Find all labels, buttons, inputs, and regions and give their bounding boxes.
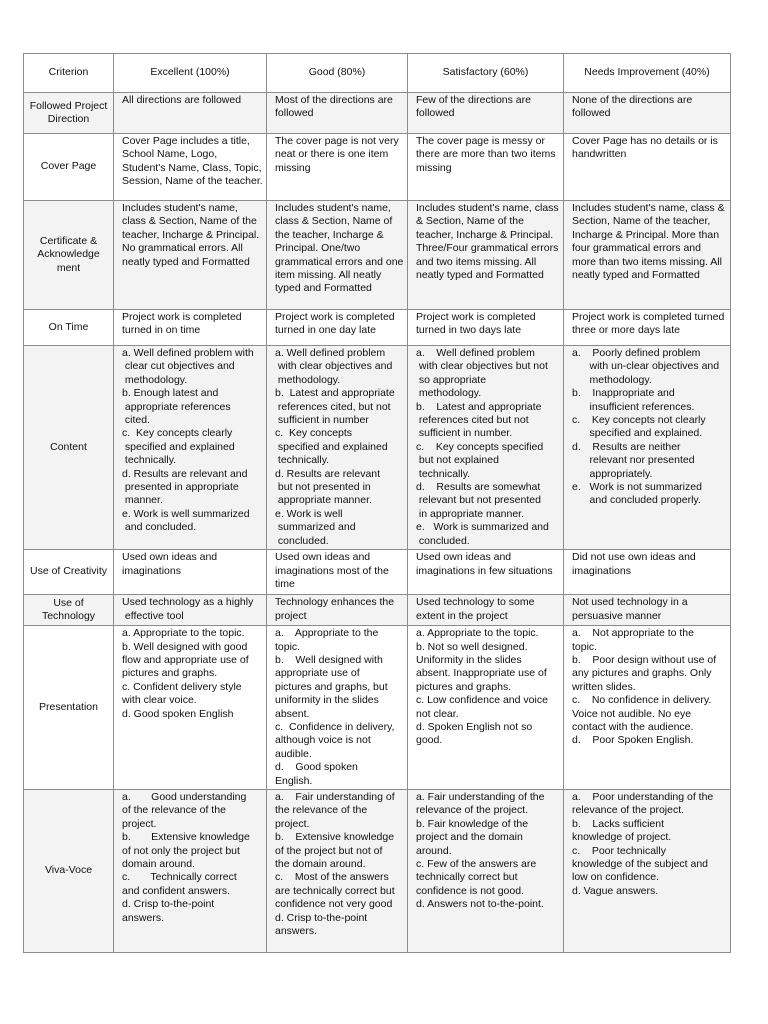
content-satisfactory-line: so appropriate bbox=[416, 373, 487, 386]
good-cell: Technology enhances the project bbox=[267, 595, 408, 626]
vivavoce-satisfactory-line: relevance of the project. bbox=[416, 804, 529, 817]
row-followed-project-direction bbox=[24, 93, 731, 134]
content-satisfactory-line: in appropriate manner. bbox=[416, 507, 524, 520]
content-satisfactory-line: references cited but not bbox=[416, 414, 529, 427]
row-cover-page bbox=[24, 134, 731, 201]
content-excellent-line: appropriate references bbox=[122, 400, 231, 413]
content-excellent-line: specified and explained bbox=[122, 440, 235, 453]
presentation-excellent-line: flow and appropriate use of bbox=[122, 653, 249, 666]
presentation-good-line: absent. bbox=[275, 707, 310, 720]
satisfactory-cell: Used technology to some extent in the project bbox=[408, 595, 564, 626]
content-needs-line: c. Key concepts not clearly bbox=[572, 414, 706, 427]
presentation-needs-line: topic. bbox=[572, 640, 598, 653]
satisfactory-cell: Includes student's name, class & Section, Name of the teacher, Incharge & Principal. Three/Four grammatical errors and two items missing. All neatly typed and Formatted bbox=[408, 201, 564, 310]
content-satisfactory-line: methodology. bbox=[416, 387, 482, 400]
good-cell: Most of the directions are followed bbox=[267, 93, 408, 134]
good-cell: The cover page is not very neat or there is one item missing bbox=[267, 134, 408, 201]
excellent-cell bbox=[114, 346, 267, 550]
vivavoce-needs-line: relevance of the project. bbox=[572, 804, 685, 817]
content-excellent-line: a. Well defined problem with bbox=[122, 347, 254, 359]
satisfactory-cell: Few of the directions are followed bbox=[408, 93, 564, 134]
presentation-good-line: although voice is not bbox=[275, 734, 371, 747]
content-good-line: d. Results are relevant bbox=[275, 467, 381, 480]
content-good-line: e. Work is well bbox=[275, 507, 343, 520]
presentation-satisfactory-line: c. Low confidence and voice bbox=[416, 694, 548, 707]
content-good-line: b. Latest and appropriate bbox=[275, 387, 395, 400]
header-excellent: Excellent (100%) bbox=[114, 54, 267, 93]
vivavoce-good-line: confidence not very good bbox=[275, 898, 393, 911]
vivavoce-excellent-line: project. bbox=[122, 817, 157, 830]
content-excellent-line: manner. bbox=[122, 494, 163, 507]
criterion-cell: Cover Page bbox=[24, 134, 114, 201]
needs-improvement-cell: Includes student's name, class & Section, Name of the teacher, Incharge & Principal. More than four grammatical errors and more than two items missing. All neatly typed and Formatted bbox=[564, 201, 731, 310]
header-needs-improvement: Needs Improvement (40%) bbox=[564, 54, 731, 93]
vivavoce-good-line: answers. bbox=[275, 925, 318, 938]
content-needs-line: insufficient references. bbox=[572, 400, 695, 413]
criterion-cell: Use of Creativity bbox=[24, 550, 114, 595]
excellent-cell bbox=[114, 626, 267, 790]
vivavoce-good-line: b. Extensive knowledge bbox=[275, 831, 395, 844]
needs-improvement-cell bbox=[564, 626, 731, 790]
satisfactory-cell: Used own ideas and imaginations in few situations bbox=[408, 550, 564, 595]
row-on-time bbox=[24, 310, 731, 346]
good-cell: Used own ideas and imaginations most of the time bbox=[267, 550, 408, 595]
content-good-line: appropriate manner. bbox=[275, 494, 372, 507]
content-good-line: specified and explained bbox=[275, 440, 388, 453]
content-needs-line: d. Results are neither bbox=[572, 440, 681, 453]
satisfactory-cell: Project work is completed turned in two days late bbox=[408, 310, 564, 346]
satisfactory-cell bbox=[408, 346, 564, 550]
content-excellent-line: presented in appropriate bbox=[122, 481, 239, 494]
criterion-cell: Presentation bbox=[24, 626, 114, 790]
content-needs-line: relevant nor presented bbox=[572, 454, 695, 467]
content-satisfactory-line: but not explained bbox=[416, 454, 499, 467]
content-satisfactory-line: c. Key concepts specified bbox=[416, 440, 544, 453]
vivavoce-satisfactory-line: a. Fair understanding of the bbox=[416, 790, 545, 803]
content-good-line: sufficient in number bbox=[275, 414, 369, 427]
excellent-cell: Used own ideas and imaginations bbox=[114, 550, 267, 595]
vivavoce-good-line: the relevance of the bbox=[275, 804, 368, 817]
presentation-good-line: topic. bbox=[275, 640, 301, 653]
content-needs-line: a. Poorly defined problem bbox=[572, 347, 701, 359]
presentation-needs-line: c. No confidence in delivery. bbox=[572, 694, 712, 707]
content-good-line: technically. bbox=[275, 454, 330, 467]
presentation-excellent-line: pictures and graphs. bbox=[122, 667, 218, 680]
presentation-excellent-line: with clear voice. bbox=[122, 694, 197, 707]
criterion-cell: Certificate & Acknowledge ment bbox=[24, 201, 114, 310]
presentation-satisfactory-line: pictures and graphs. bbox=[416, 680, 512, 693]
content-good-line: concluded. bbox=[275, 534, 329, 547]
presentation-good-line: c. Confidence in delivery, bbox=[275, 720, 395, 733]
presentation-good-line: audible. bbox=[275, 747, 312, 760]
vivavoce-good-line: project. bbox=[275, 817, 310, 830]
content-good-line: with clear objectives and bbox=[275, 360, 393, 373]
vivavoce-excellent-line: of not only the project but bbox=[122, 844, 240, 857]
content-satisfactory-line: sufficient in number. bbox=[416, 427, 513, 440]
satisfactory-cell: The cover page is messy or there are more than two items missing bbox=[408, 134, 564, 201]
row-presentation bbox=[24, 626, 731, 790]
vivavoce-needs-line: c. Poor technically bbox=[572, 844, 666, 857]
content-excellent-line: b. Enough latest and bbox=[122, 387, 219, 400]
vivavoce-needs-line: a. Poor understanding of the bbox=[572, 790, 714, 803]
content-satisfactory-line: d. Results are somewhat bbox=[416, 481, 541, 494]
vivavoce-needs-line: knowledge of the subject and bbox=[572, 858, 709, 870]
presentation-excellent-line: d. Good spoken English bbox=[122, 707, 234, 720]
criterion-cell: Viva-Voce bbox=[24, 789, 114, 952]
content-needs-line: e. Work is not summarized bbox=[572, 481, 702, 494]
row-use-of-creativity bbox=[24, 550, 731, 595]
presentation-good-line: d. Good spoken bbox=[275, 761, 358, 774]
presentation-satisfactory-line: absent. Inappropriate use of bbox=[416, 667, 547, 680]
technology-excellent-line: Used technology as a highly bbox=[122, 596, 254, 609]
header-row bbox=[24, 54, 731, 93]
presentation-needs-line: any pictures and graphs. Only bbox=[572, 667, 712, 680]
presentation-needs-line: d. Poor Spoken English. bbox=[572, 734, 694, 747]
needs-improvement-cell bbox=[564, 789, 731, 952]
content-good-line: references cited, but not bbox=[275, 400, 391, 413]
content-needs-line: methodology. bbox=[572, 373, 652, 386]
vivavoce-good-line: are technically correct but bbox=[275, 884, 395, 897]
excellent-cell: All directions are followed bbox=[114, 93, 267, 134]
content-good-line: methodology. bbox=[275, 373, 341, 386]
good-cell: Includes student's name, class & Section, Name of the teacher, Incharge & Principal. One/two grammatical errors and one item missing. All neatly typed and Formatted bbox=[267, 201, 408, 310]
content-satisfactory-line: e. Work is summarized and bbox=[416, 521, 549, 534]
satisfactory-cell bbox=[408, 789, 564, 952]
content-needs-line: with un-clear objectives and bbox=[572, 360, 720, 373]
content-excellent-line: d. Results are relevant and bbox=[122, 467, 248, 480]
vivavoce-satisfactory-line: technically correct but bbox=[416, 871, 518, 884]
excellent-cell: Cover Page includes a title, School Name, Logo, Student's Name, Class, Topic, Session, Name of the teacher. bbox=[114, 134, 267, 201]
header-good: Good (80%) bbox=[267, 54, 408, 93]
presentation-needs-line: written slides. bbox=[572, 680, 636, 693]
row-content bbox=[24, 346, 731, 550]
content-satisfactory-line: technically. bbox=[416, 467, 471, 480]
content-satisfactory-line: a. Well defined problem bbox=[416, 347, 535, 359]
row-certificate-acknowledgement bbox=[24, 201, 731, 310]
vivavoce-excellent-line: d. Crisp to-the-point bbox=[122, 898, 215, 911]
row-viva-voce bbox=[24, 789, 731, 952]
vivavoce-excellent-line: of the relevance of the bbox=[122, 804, 226, 817]
content-excellent-line: e. Work is well summarized bbox=[122, 507, 250, 520]
content-good-line: c. Key concepts bbox=[275, 427, 353, 440]
needs-improvement-cell bbox=[564, 346, 731, 550]
vivavoce-good-line: c. Most of the answers bbox=[275, 871, 389, 884]
content-excellent-line: clear cut objectives and bbox=[122, 360, 235, 373]
content-good-line: but not presented in bbox=[275, 481, 371, 494]
vivavoce-needs-line: d. Vague answers. bbox=[572, 884, 659, 897]
presentation-needs-line: Voice not audible. No eye bbox=[572, 707, 692, 720]
presentation-satisfactory-line: d. Spoken English not so bbox=[416, 720, 533, 733]
good-cell: Project work is completed turned in one day late bbox=[267, 310, 408, 346]
vivavoce-satisfactory-line: b. Fair knowledge of the bbox=[416, 817, 529, 830]
good-cell bbox=[267, 346, 408, 550]
vivavoce-satisfactory-line: around. bbox=[416, 844, 452, 857]
presentation-needs-line: contact with the audience. bbox=[572, 720, 694, 733]
vivavoce-needs-line: knowledge of project. bbox=[572, 831, 672, 844]
content-needs-line: appropriately. bbox=[572, 467, 653, 480]
vivavoce-good-line: d. Crisp to-the-point bbox=[275, 911, 368, 924]
criterion-cell: Followed Project Direction bbox=[24, 93, 114, 134]
vivavoce-excellent-line: domain around. bbox=[122, 858, 195, 870]
content-excellent-line: technically. bbox=[122, 454, 177, 467]
vivavoce-excellent-line: and confident answers. bbox=[122, 884, 230, 897]
presentation-satisfactory-line: good. bbox=[416, 734, 443, 747]
presentation-excellent-line: c. Confident delivery style bbox=[122, 680, 242, 693]
vivavoce-excellent-line: a. Good understanding bbox=[122, 790, 247, 803]
content-excellent-line: cited. bbox=[122, 414, 151, 427]
presentation-satisfactory-line: not clear. bbox=[416, 707, 459, 720]
content-needs-line: b. Inappropriate and bbox=[572, 387, 675, 400]
vivavoce-good-line: a. Fair understanding of bbox=[275, 790, 395, 803]
presentation-satisfactory-line: a. Appropriate to the topic. bbox=[416, 627, 539, 640]
vivavoce-satisfactory-line: d. Answers not to-the-point. bbox=[416, 898, 544, 911]
vivavoce-excellent-line: answers. bbox=[122, 911, 165, 924]
criterion-cell: Content bbox=[24, 346, 114, 550]
excellent-cell bbox=[114, 789, 267, 952]
vivavoce-excellent-line: b. Extensive knowledge bbox=[122, 831, 250, 844]
presentation-good-line: b. Well designed with bbox=[275, 653, 383, 666]
rubric-table bbox=[23, 53, 731, 953]
good-cell bbox=[267, 626, 408, 790]
content-excellent-line: methodology. bbox=[122, 373, 188, 386]
presentation-excellent-line: b. Well designed with good bbox=[122, 640, 248, 653]
content-good-line: a. Well defined problem bbox=[275, 347, 386, 359]
presentation-good-line: pictures and graphs, but bbox=[275, 680, 388, 693]
needs-improvement-cell: Project work is completed turned three or more days late bbox=[564, 310, 731, 346]
excellent-cell: Includes student's name, class & Section, Name of the teacher, Incharge & Principal. No grammatical errors. All neatly typed and Formatted bbox=[114, 201, 267, 310]
header-criterion: Criterion bbox=[24, 54, 114, 93]
presentation-satisfactory-line: b. Not so well designed. bbox=[416, 640, 528, 653]
presentation-excellent-line: a. Appropriate to the topic. bbox=[122, 627, 245, 640]
content-excellent-line: c. Key concepts clearly bbox=[122, 427, 233, 440]
vivavoce-excellent-line: c. Technically correct bbox=[122, 871, 237, 884]
satisfactory-cell bbox=[408, 626, 564, 790]
criterion-cell: On Time bbox=[24, 310, 114, 346]
technology-excellent-line: effective tool bbox=[122, 609, 184, 622]
header-satisfactory: Satisfactory (60%) bbox=[408, 54, 564, 93]
needs-improvement-cell: Did not use own ideas and imaginations bbox=[564, 550, 731, 595]
vivavoce-needs-line: b. Lacks sufficient bbox=[572, 817, 665, 830]
good-cell bbox=[267, 789, 408, 952]
criterion-cell: Use of Technology bbox=[24, 595, 114, 626]
vivavoce-satisfactory-line: project and the domain bbox=[416, 831, 523, 844]
vivavoce-good-line: the domain around. bbox=[275, 858, 366, 870]
content-satisfactory-line: concluded. bbox=[416, 534, 470, 547]
presentation-good-line: appropriate use of bbox=[275, 667, 360, 680]
content-needs-line: and concluded properly. bbox=[572, 494, 701, 507]
vivavoce-good-line: of the project but not of bbox=[275, 844, 383, 857]
vivavoce-needs-line: low on confidence. bbox=[572, 871, 659, 884]
needs-improvement-cell: Cover Page has no details or is handwritten bbox=[564, 134, 731, 201]
needs-improvement-cell: Not used technology in a persuasive manner bbox=[564, 595, 731, 626]
content-needs-line: specified and explained. bbox=[572, 427, 703, 440]
content-good-line: summarized and bbox=[275, 521, 356, 534]
vivavoce-satisfactory-line: c. Few of the answers are bbox=[416, 858, 537, 870]
presentation-satisfactory-line: Uniformity in the slides bbox=[416, 653, 522, 666]
content-satisfactory-line: with clear objectives but not bbox=[416, 360, 548, 373]
presentation-good-line: English. bbox=[275, 774, 313, 787]
presentation-good-line: uniformity in the slides bbox=[275, 694, 379, 707]
presentation-needs-line: b. Poor design without use of bbox=[572, 653, 717, 666]
vivavoce-satisfactory-line: confidence is not good. bbox=[416, 884, 524, 897]
presentation-needs-line: a. Not appropriate to the bbox=[572, 627, 694, 640]
needs-improvement-cell: None of the directions are followed bbox=[564, 93, 731, 134]
presentation-good-line: a. Appropriate to the bbox=[275, 627, 379, 640]
content-satisfactory-line: relevant but not presented bbox=[416, 494, 541, 507]
excellent-cell: Project work is completed turned in on time bbox=[114, 310, 267, 346]
content-excellent-line: and concluded. bbox=[122, 521, 197, 534]
excellent-cell bbox=[114, 595, 267, 626]
row-use-of-technology bbox=[24, 595, 731, 626]
content-satisfactory-line: b. Latest and appropriate bbox=[416, 400, 542, 413]
